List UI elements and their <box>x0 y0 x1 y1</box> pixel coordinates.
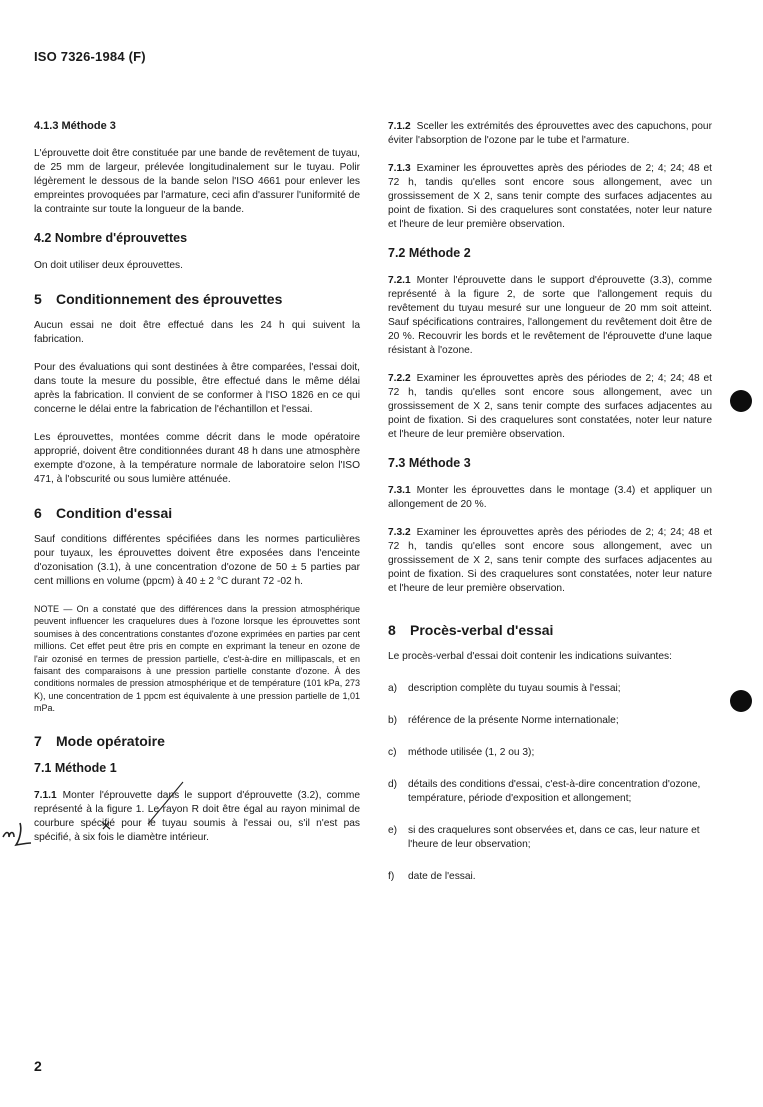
section-4-2-title: 4.2 Nombre d'éprouvettes <box>34 231 188 245</box>
list-item <box>388 682 712 696</box>
section-5-para-1: Aucun essai ne doit être effectué dans les 24 h qui suivent la fabrication. <box>34 320 360 345</box>
section-4-2-text: On doit utiliser deux éprouvettes. <box>34 260 183 271</box>
section-7-1-3-paragraph <box>388 162 712 232</box>
section-7-1-title: 7.1 Méthode 1 <box>34 760 117 775</box>
page-number: 2 <box>34 1058 42 1074</box>
section-5-number: 5 <box>34 291 42 307</box>
section-6-heading <box>34 505 360 521</box>
section-4-1-3-title: 4.1.3 Méthode 3 <box>34 120 116 132</box>
section-8-title: Procès-verbal d'essai <box>410 622 554 638</box>
list-item <box>388 778 712 806</box>
left-column <box>34 120 360 859</box>
handwritten-strike-marks <box>100 780 200 830</box>
list-item <box>388 714 712 728</box>
list-item-text: si des craquelures sont observées et, dans ce cas, leur nature et l'heure de leur observation; <box>408 825 700 850</box>
section-7-1-1-text: Monter l'éprouvette dans le support d'éprouvette (3.2), comme représenté à la figure 1. Le rayon R doit être égal au rayon minimal de courbure spécifié pour le tuyau soumis à l'essai ou, s'il n'est pas spécifié, à six fois le diamètre intérieur. <box>34 789 360 843</box>
list-item-text: détails des conditions d'essai, c'est-à-dire concentration d'ozone, température, période d'exposition et allongement; <box>408 779 701 804</box>
section-7-3-1-paragraph <box>388 484 712 512</box>
section-7-1-3-number: 7.1.3 <box>388 163 411 174</box>
section-5-para-3: Les éprouvettes, montées comme décrit dans le mode opératoire approprié, doivent être conditionnées durant 48 h dans une atmosphère exempte d'ozone, à la température normale de laboratoire selon l'ISO 471, à l'obscurité ou sous lumière atténuée. <box>34 432 360 485</box>
report-items-list <box>388 682 712 884</box>
section-7-title: Mode opératoire <box>56 732 165 749</box>
list-item-text: méthode utilisée (1, 2 ou 3); <box>408 747 535 758</box>
handwritten-margin-mark <box>0 815 40 855</box>
list-item-text: date de l'essai. <box>408 871 476 882</box>
section-8-intro: Le procès-verbal d'essai doit contenir les indications suivantes: <box>388 651 672 662</box>
section-7-2-2-paragraph <box>388 372 712 442</box>
section-7-number: 7 <box>34 732 42 749</box>
punch-hole-bottom <box>730 690 752 712</box>
section-7-3-2-paragraph <box>388 526 712 596</box>
list-item-label: b) <box>388 715 398 726</box>
section-5-title: Conditionnement des éprouvettes <box>56 291 283 307</box>
section-7-2-1-text: Monter l'éprouvette dans le support d'éprouvette (3.3), comme représenté à la figure 2, de sorte que l'allongement requis du revêtement du tuyau mesuré sur une longueur de 20 mm soit atteint. Sauf spécifications contraires, l'allongement du revêtement doit être de 20 %. Recouvrir les bords et le revêtement de l'éprouvette d'une laque résistant à l'ozone. <box>388 275 712 356</box>
section-7-3-title: 7.3 Méthode 3 <box>388 456 471 470</box>
section-7-1-3-text: Examiner les éprouvettes après des périodes de 2; 4; 24; 48 et 72 h, tandis qu'elles sont encore sous allongement, avec un grossissement de X 2, sans tenir compte des surfaces adjacentes au point de fixation. Si des craquelures sont constatées, noter leur nature et l'heure de leur première observation. <box>388 163 712 230</box>
section-5-para-2: Pour des évaluations qui sont destinées à être comparées, l'essai doit, dans toute la mesure du possible, être effectué dans le même délai après la fabrication. Il convient de se conformer à l'ISO 1826 en ce qui concerne le délai entre la fabrication de l'échantillon et l'essai. <box>34 362 360 415</box>
section-7-3-1-number: 7.3.1 <box>388 485 411 496</box>
section-7-3-1-text: Monter les éprouvettes dans le montage (3.4) et appliquer un allongement de 20 %. <box>388 485 712 510</box>
section-7-1-2-paragraph <box>388 120 712 148</box>
list-item-text: description complète du tuyau soumis à l'essai; <box>408 683 621 694</box>
punch-hole-top <box>730 390 752 412</box>
list-item-label: d) <box>388 779 398 790</box>
section-7-3-2-text: Examiner les éprouvettes après des périodes de 2; 4; 24; 48 et 72 h, tandis qu'elles sont encore sous allongement, avec un grossissement de X 2, sans tenir compte des surfaces adjacentes au point de fixation. Si des craquelures sont constatées, noter leur nature et l'heure de leur première observation. <box>388 527 712 594</box>
section-4-1-3-text: L'éprouvette doit être constituée par une bande de revêtement de tuyau, de 25 mm de largeur, prélevée longitudinalement sur le tuyau. Polir légèrement le dessous de la bande selon l'ISO 4661 pour enlever les empreintes provoquées par l'armature, ceci afin d'assurer l'uniformité de la contrainte sur toute la longueur de la bande. <box>34 148 360 215</box>
section-6-title: Condition d'essai <box>56 505 173 521</box>
section-6-note: NOTE — On a constaté que des différences dans la pression atmosphérique peuvent influencer les craquelures dues à l'ozone lorsque les éprouvettes sont soumises à des concentrations constantes d'ozone exprimées en parties par cent millions. Cet effet peut être pris en compte en exprimant la teneur en ozone de l'air ozonisé en termes de pression partielle, c'est-à-dire en millipascals, et en faisant des comparaisons à une pression partielle constante d'ozone. À des conditions normales de pression atmosphérique et de température (101 kPa, 273 K), une concentration de 1 ppcm est équivalente à une pression partielle de 1,01 mPa. <box>34 604 360 714</box>
section-7-1-2-text: Sceller les extrémités des éprouvettes avec des capuchons, pour éviter l'absorption de l'ozone par le tube et l'armature. <box>388 121 712 146</box>
list-item-text: référence de la présente Norme internationale; <box>408 715 619 726</box>
section-8-heading <box>388 622 712 638</box>
section-7-2-1-paragraph <box>388 274 712 358</box>
section-5-heading <box>34 291 360 307</box>
section-6-para-1: Sauf conditions différentes spécifiées dans les normes particulières pour tuyaux, les éprouvettes doivent être exposées dans l'enceinte d'ozonisation (3.1), à une concentration d'ozone de 50 ± 5 parties par cent millions en volume (ppcm) à 40 ± 2 °C durant 72 -02 h. <box>34 534 360 587</box>
document-header: ISO 7326-1984 (F) <box>34 49 146 64</box>
list-item <box>388 824 712 852</box>
section-8-number: 8 <box>388 622 396 638</box>
list-item-label: f) <box>388 871 395 882</box>
right-column <box>388 120 712 902</box>
list-item-label: c) <box>388 747 397 758</box>
section-7-3-2-number: 7.3.2 <box>388 527 411 538</box>
section-7-1-2-number: 7.1.2 <box>388 121 411 132</box>
section-7-2-title: 7.2 Méthode 2 <box>388 246 471 260</box>
section-6-number: 6 <box>34 505 42 521</box>
list-item-label: a) <box>388 683 398 694</box>
list-item <box>388 746 712 760</box>
list-item <box>388 870 712 884</box>
section-7-heading <box>34 733 360 749</box>
section-7-2-1-number: 7.2.1 <box>388 275 411 286</box>
section-7-2-2-number: 7.2.2 <box>388 373 411 384</box>
list-item-label: e) <box>388 825 398 836</box>
section-7-2-2-text: Examiner les éprouvettes après des périodes de 2; 4; 24; 48 et 72 h, tandis qu'elles sont encore sous allongement, avec un grossissement de X 2, sans tenir compte des surfaces adjacentes au point de fixation. Si des craquelures sont constatées, noter leur nature et l'heure de leur première observation. <box>388 373 712 440</box>
section-7-1-1-number: 7.1.1 <box>34 789 57 801</box>
